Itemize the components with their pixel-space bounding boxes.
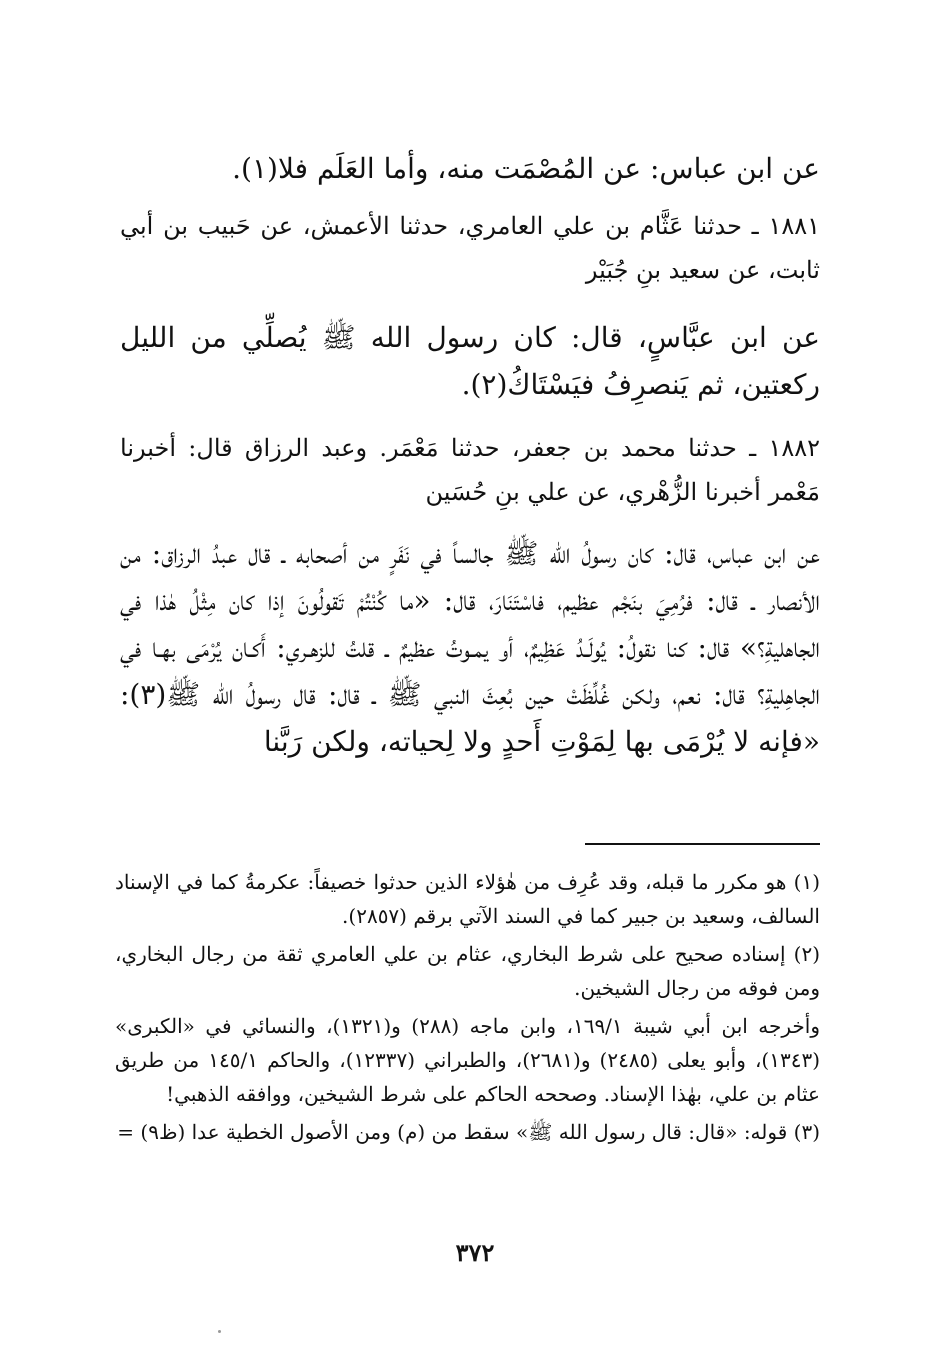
main-text [120,145,820,192]
scan-speck [218,1330,221,1333]
footnote-1: (١) هو مكرر ما قبله، وقد عُرِف من هٰؤلاء الذين حدثوا خصيفاً: عكرمةُ كما في الإسناد السالف، وسعيد بن جبير كما في السند الآتي برقم (٢٨٥٧). [115,870,820,928]
hadith-1882-chain-block [120,426,820,514]
hadith-1881-chain-block [120,204,820,292]
hadith-chain: ١٨٨٢ ـ حدثنا محمد بن جعفر، حدثنا مَعْمَر. وعبد الرزاق قال: أخبرنا مَعْمر أخبرنا الزُّهْري، عن علي بنِ حُسَين [120,434,820,506]
footnote-divider [585,843,820,845]
hadith-chain: ١٨٨١ ـ حدثنا عَثَّام بن علي العامري، حدثنا الأعمش، عن حَبيب بن أبي ثابت، عن سعيد بنِ جُبَيْر [120,212,820,284]
hadith-1881-text-block [120,314,820,408]
continuation-paragraph: عن ابن عباس: عن المُصْمَت منه، وأما العَلَم فلا(١). [232,152,820,185]
hadith-text: عن ابن عباس، قال: كان رسولُ الله ﷺ جالساً في نَفَرٍ من أصحابه ـ قال عبدُ الرزاق: من الأنصار ـ قال: فرُمِيَ بنَجْم عظيم، فاسْتَنَارَ، قال: «ما كُنْتُمْ تَقولُونَ إذا كان مِثْلُ هٰذا في الجاهليةِ؟» قال: كنا نقولُ: يُولَـدُ عَظِيمٌ، أو يمـوتُ عظيمٌ ـ قلتُ للزهـري: أَكـان يُرْمَى بهـا في الجاهِليةِ؟ قال: نعم، ولكن غُلِّظَتْ حين بُعِثَ النبي ﷺ ـ قال: قال رسولُ الله ﷺ(٣): «فإنه لا يُرْمَى بها لِمَوْتِ أَحدٍ ولا لِحياته، ولكن رَبَّنا [120,537,820,758]
footnote-3: (٣) قوله: «قال: قال رسول الله ﷺ» سقط من (م) ومن الأصول الخطية عدا (ظ٩) = [117,1120,820,1144]
footnote-2-continuation: وأخرجه ابن أبي شيبة ١٦٩/١، وابن ماجه (٢٨٨) و(١٣٢١)، والنسائي في «الكبرى» (١٣٤٣)، وأبو يعلى (٢٤٨٥) و(٢٦٨١)، والطبراني (١٢٣٣٧)، والحاكم ١٤٥/١ من طريق عثام بن علي، بهٰذا الإسناد. وصححه الحاكم على شرط الشيخين، ووافقه الذهبي! [115,1014,821,1106]
footnote-2: (٢) إسناده صحيح على شرط البخاري، عثام بن علي العامري ثقة من رجال البخاري، ومن فوقه من رجال الشيخين. [115,942,820,1000]
hadith-1882-text-block [120,530,820,765]
hadith-text: عن ابن عبَّاسٍ، قال: كان رسول الله ﷺ يُصلِّي من الليل ركعتين، ثم يَنصرِفُ فيَسْتَاكُ(٢). [120,321,820,401]
page-number: ٣٧٢ [455,1238,495,1267]
footnotes [115,865,820,1149]
